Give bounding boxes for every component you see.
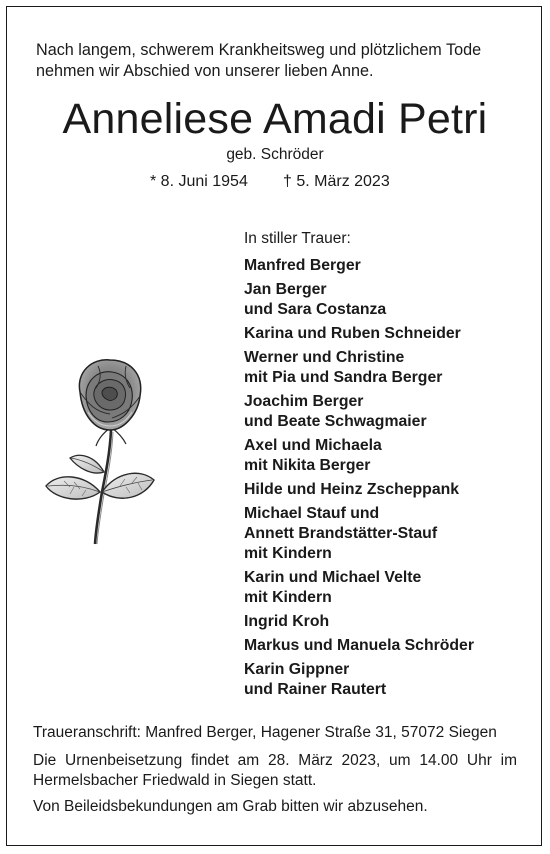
mourner-group [244,504,534,564]
mourner-name: Karin Gippner [244,661,350,678]
intro-line: nehmen wir Abschied von unserer lieben Anne. [36,62,374,80]
death-date: † 5. März 2023 [283,173,390,190]
mourner-name: mit Pia und Sandra Berger [244,369,443,386]
closing-note: Von Beileidsbekundungen am Grab bitten wir abzusehen. [33,798,428,815]
intro-line: Nach langem, schwerem Krankheitsweg und plötzlichem Tode [36,41,482,59]
mourner-name: und Rainer Rautert [244,681,387,698]
mourner-name: Manfred Berger [244,257,361,274]
intro-text [36,40,526,82]
mourner-group [244,660,534,700]
mourner-group [244,348,534,388]
mourner-name: Jan Berger [244,281,327,298]
mourner-name: und Beate Schwagmaier [244,413,427,430]
mourner-list [244,256,534,704]
mourner-name: mit Nikita Berger [244,457,371,474]
maiden-name: geb. Schröder [226,146,324,163]
mourner-group [244,436,534,476]
mourner-name: Ingrid Kroh [244,613,330,630]
mourner-name: Hilde und Heinz Zscheppank [244,481,460,498]
birth-date: * 8. Juni 1954 [150,173,248,190]
deceased-name: Anneliese Amadi Petri [62,95,488,143]
mourner-group [244,280,534,320]
mourner-name: und Sara Costanza [244,301,387,318]
mourner-name: Joachim Berger [244,393,364,410]
mourner-group [244,324,534,344]
mourner-name: Markus und Manuela Schröder [244,637,474,654]
rose-icon [40,352,170,552]
mourner-group [244,256,534,276]
mourner-group [244,568,534,608]
mourning-heading: In stiller Trauer: [244,230,351,247]
condolence-address: Traueranschrift: Manfred Berger, Hagener Straße 31, 57072 Siegen [33,724,497,741]
ceremony-line: Die Urnenbeisetzung findet am 28. März 2023, um 14.00 Uhr im [33,752,517,769]
mourner-name: Axel und Michaela [244,437,382,454]
mourner-name: mit Kindern [244,589,332,606]
mourner-group [244,612,534,632]
mourner-name: Werner und Christine [244,349,405,366]
mourner-name: Karin und Michael Velte [244,569,422,586]
mourner-name: Michael Stauf und [244,505,380,522]
mourner-name: mit Kindern [244,545,332,562]
mourner-group [244,636,534,656]
ceremony-info [33,751,517,791]
mourner-name: Karina und Ruben Schneider [244,325,461,342]
mourner-group [244,392,534,432]
mourner-group [244,480,534,500]
mourner-name: Annett Brandstätter-Stauf [244,525,438,542]
ceremony-line: Hermelsbacher Friedwald in Siegen statt. [33,772,317,789]
